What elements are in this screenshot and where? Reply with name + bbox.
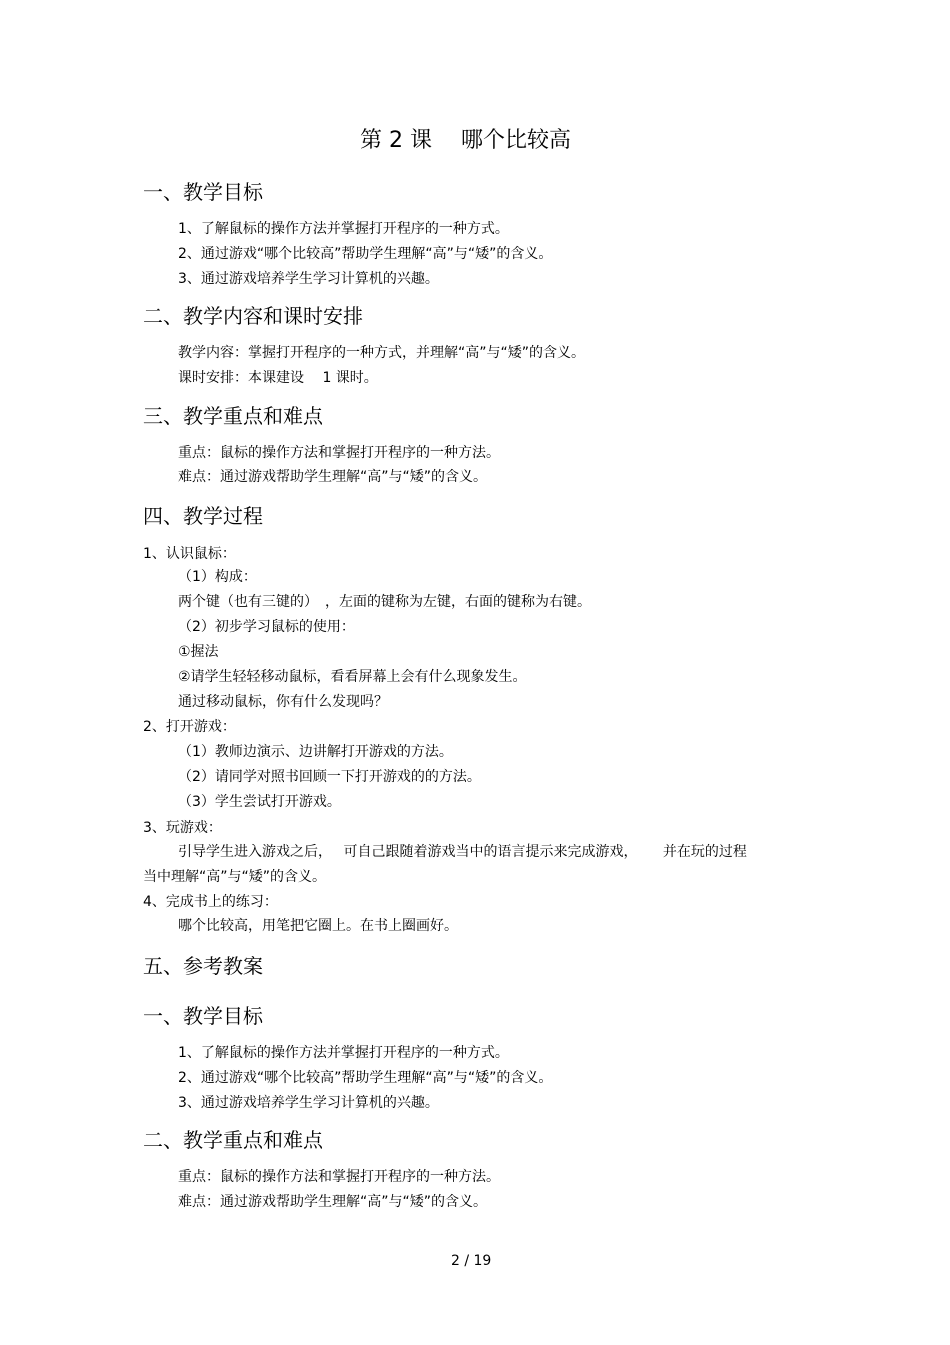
process-sub-item: （1）教师边演示、边讲解打开游戏的方法。 bbox=[178, 744, 453, 760]
section-heading-content-schedule: 二、教学内容和课时安排 bbox=[143, 304, 363, 328]
process-line: ②请学生轻轻移动鼠标，看看屏幕上会有什么现象发生。 bbox=[178, 669, 527, 685]
teaching-content: 教学内容：掌握打开程序的一种方式，并理解“高”与“矮”的含义。 bbox=[178, 345, 586, 361]
process-sub-item: （1）构成： bbox=[178, 569, 257, 585]
process-step-title: 3、玩游戏： bbox=[143, 820, 222, 836]
section-heading-reference-plan: 五、参考教案 bbox=[143, 954, 263, 978]
objective-item: 1、了解鼠标的操作方法并掌握打开程序的一种方式。 bbox=[178, 221, 509, 237]
process-step-title: 4、完成书上的练习： bbox=[143, 894, 278, 910]
page-number: 2 / 19 bbox=[451, 1253, 492, 1269]
process-sub-item: （2）初步学习鼠标的使用： bbox=[178, 619, 355, 635]
process-line: 引导学生进入游戏之后， 可自己跟随着游戏当中的语言提示来完成游戏， 并在玩的过程 bbox=[178, 844, 747, 860]
key-point: 重点：鼠标的操作方法和掌握打开程序的一种方法。 bbox=[178, 1169, 500, 1185]
process-sub-item: （3）学生尝试打开游戏。 bbox=[178, 794, 341, 810]
objective-item: 2、通过游戏“哪个比较高”帮助学生理解“高”与“矮”的含义。 bbox=[178, 246, 553, 262]
objective-item: 2、通过游戏“哪个比较高”帮助学生理解“高”与“矮”的含义。 bbox=[178, 1070, 553, 1086]
section-heading-key-points: 三、教学重点和难点 bbox=[143, 404, 323, 428]
class-schedule: 课时安排：本课建设 1 课时。 bbox=[178, 370, 378, 386]
section-heading-objectives: 一、教学目标 bbox=[143, 180, 263, 204]
process-step-title: 2、打开游戏： bbox=[143, 719, 236, 735]
process-step-title: 1、认识鼠标： bbox=[143, 546, 236, 562]
process-line: 当中理解“高”与“矮”的含义。 bbox=[143, 869, 327, 885]
section-heading-objectives-ref: 一、教学目标 bbox=[143, 1004, 263, 1028]
section-heading-process: 四、教学过程 bbox=[143, 504, 263, 528]
process-line: 两个键（也有三键的） ，左面的键称为左键，右面的键称为右键。 bbox=[178, 594, 591, 610]
objective-item: 1、了解鼠标的操作方法并掌握打开程序的一种方式。 bbox=[178, 1045, 509, 1061]
page-title: 第 2 课 哪个比较高 bbox=[360, 128, 571, 153]
difficult-point: 难点：通过游戏帮助学生理解“高”与“矮”的含义。 bbox=[178, 469, 488, 485]
objective-item: 3、通过游戏培养学生学习计算机的兴趣。 bbox=[178, 1095, 439, 1111]
objective-item: 3、通过游戏培养学生学习计算机的兴趣。 bbox=[178, 271, 439, 287]
difficult-point: 难点：通过游戏帮助学生理解“高”与“矮”的含义。 bbox=[178, 1194, 488, 1210]
section-heading-key-points-ref: 二、教学重点和难点 bbox=[143, 1128, 323, 1152]
process-line: 通过移动鼠标，你有什么发现吗？ bbox=[178, 694, 388, 710]
process-line: 哪个比较高，用笔把它圈上。在书上圈画好。 bbox=[178, 918, 458, 934]
key-point: 重点：鼠标的操作方法和掌握打开程序的一种方法。 bbox=[178, 445, 500, 461]
process-sub-item: （2）请同学对照书回顾一下打开游戏的的方法。 bbox=[178, 769, 481, 785]
process-line: ①握法 bbox=[178, 644, 219, 660]
